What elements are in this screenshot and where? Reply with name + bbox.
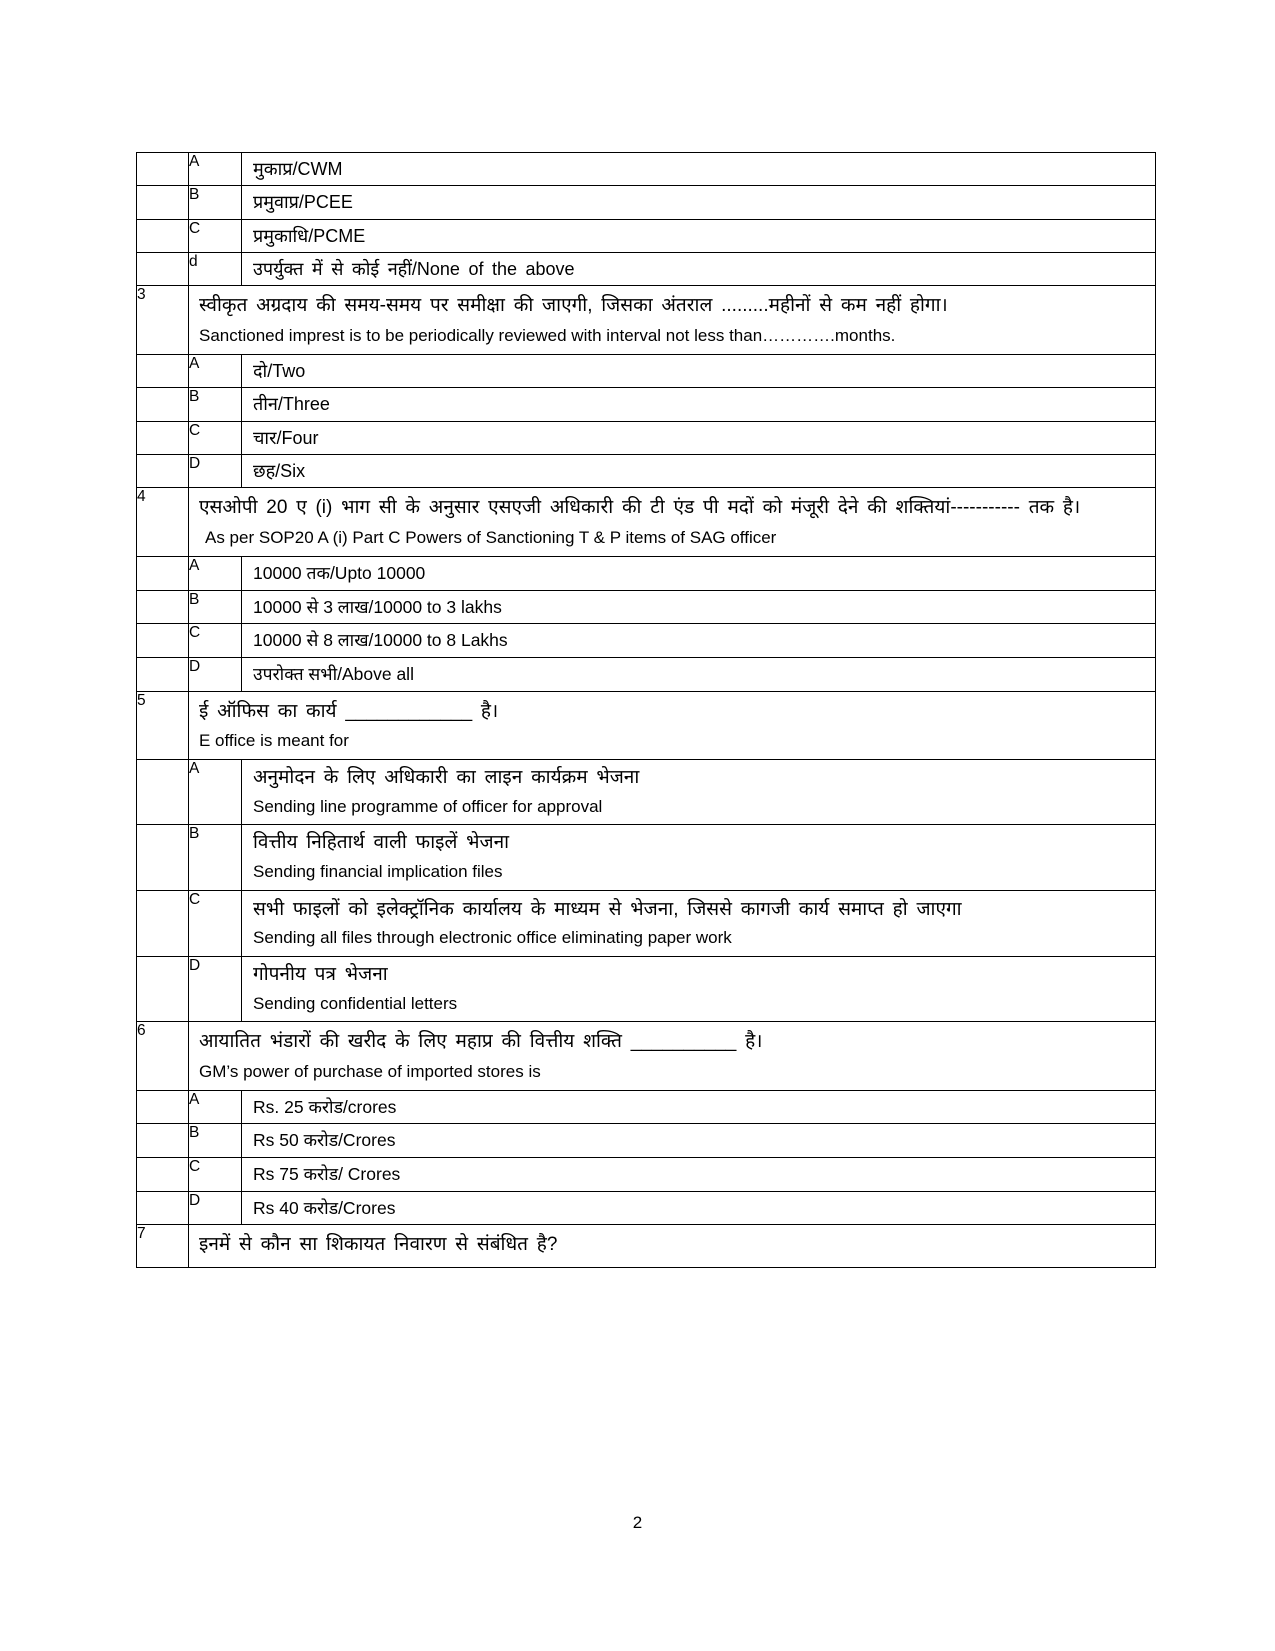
table-row-question <box>137 286 1156 355</box>
question-text-hindi: इनमें से कौन सा शिकायत निवारण से संबंधित है? <box>199 1234 558 1256</box>
option-letter-cell: A <box>189 1090 242 1124</box>
question-text-hindi: एसओपी 20 ए (i) भाग सी के अनुसार एसएजी अधिकारी की टी एंड पी मदों को मंजूरी देने की शक्तियां----------- तक है। <box>199 497 1081 519</box>
row-number-cell <box>137 624 189 658</box>
table-row <box>137 1124 1156 1158</box>
row-number-cell <box>137 1158 189 1192</box>
table-row <box>137 355 1156 388</box>
table-row-question <box>137 691 1156 760</box>
option-text: Rs. 25 करोड/crores <box>253 1096 397 1117</box>
row-number-cell <box>137 252 189 285</box>
question-text-hindi: आयातित भंडारों की खरीद के लिए महाप्र की वित्तीय शक्ति __________ है। <box>199 1031 763 1053</box>
option-letter-cell: B <box>189 388 242 421</box>
row-number-cell <box>137 153 189 186</box>
option-letter-cell: A <box>189 153 242 186</box>
row-number-cell <box>137 590 189 624</box>
option-text: उपरोक्त सभी/Above all <box>253 664 414 685</box>
option-text: Rs 40 करोड/Crores <box>253 1197 396 1218</box>
question-text-english: E office is meant for <box>199 731 349 751</box>
question-text-hindi: ई ऑफिस का कार्य ____________ है। <box>199 700 499 722</box>
row-number-cell <box>137 219 189 252</box>
option-letter-cell: B <box>189 590 242 624</box>
option-letter-cell: D <box>189 1191 242 1225</box>
table-row <box>137 590 1156 624</box>
option-text-hindi: गोपनीय पत्र भेजना <box>253 964 388 985</box>
option-text: तीन/Three <box>253 394 330 415</box>
table-row <box>137 825 1156 890</box>
row-number-cell <box>137 1090 189 1124</box>
option-letter-cell: d <box>189 252 242 285</box>
question-table-body <box>137 153 1156 1268</box>
row-number-cell <box>137 1191 189 1225</box>
row-number-cell <box>137 890 189 956</box>
option-text: Rs 50 करोड/Crores <box>253 1130 396 1151</box>
option-letter-cell: D <box>189 658 242 692</box>
option-text-english: Sending line programme of officer for approval <box>253 796 603 816</box>
option-text-english: Sending confidential letters <box>253 993 458 1013</box>
question-number: 7 <box>137 1225 189 1267</box>
option-text: दो/Two <box>253 361 306 382</box>
question-text-hindi: स्वीकृत अग्रदाय की समय-समय पर समीक्षा की जाएगी, जिसका अंतराल .........महीनों से कम नहीं होगा। <box>199 295 948 317</box>
option-text-hindi: अनुमोदन के लिए अधिकारी का लाइन कार्यक्रम भेजना <box>253 767 640 789</box>
row-number-cell <box>137 355 189 388</box>
table-row <box>137 186 1156 219</box>
question-number: 3 <box>137 286 189 355</box>
table-row <box>137 421 1156 454</box>
option-letter-cell: C <box>189 421 242 454</box>
table-row <box>137 153 1156 186</box>
option-letter-cell: C <box>189 890 242 956</box>
row-number-cell <box>137 760 189 825</box>
row-number-cell <box>137 388 189 421</box>
option-text-hindi: सभी फाइलों को इलेक्ट्रॉनिक कार्यालय के माध्यम से भेजना, जिससे कागजी कार्य समाप्त हो जाएगा <box>253 898 962 920</box>
table-row <box>137 1090 1156 1124</box>
row-number-cell <box>137 186 189 219</box>
option-text: 10000 से 8 लाख/10000 to 8 Lakhs <box>253 630 508 651</box>
option-text: चार/Four <box>253 427 319 448</box>
row-number-cell <box>137 1124 189 1158</box>
question-number: 5 <box>137 691 189 760</box>
option-text: Rs 75 करोड/ Crores <box>253 1164 401 1185</box>
option-letter-cell: D <box>189 957 242 1022</box>
option-letter-cell: B <box>189 1124 242 1158</box>
question-text-english: As per SOP20 A (i) Part C Powers of Sanctioning T & P items of SAG officer <box>205 528 777 548</box>
row-number-cell <box>137 957 189 1022</box>
question-text-english: GM’s power of purchase of imported stores is <box>199 1061 541 1081</box>
option-text: छह/Six <box>253 460 306 481</box>
option-text: 10000 तक/Upto 10000 <box>253 563 426 584</box>
table-row <box>137 252 1156 285</box>
option-letter-cell: D <box>189 454 242 487</box>
question-number: 6 <box>137 1022 189 1091</box>
table-row <box>137 454 1156 487</box>
option-letter-cell: C <box>189 219 242 252</box>
row-number-cell <box>137 421 189 454</box>
question-text-english: Sanctioned imprest is to be periodically reviewed with interval not less than………….months. <box>199 325 896 345</box>
option-text-hindi: वित्तीय निहितार्थ वाली फाइलें भेजना <box>253 832 510 854</box>
row-number-cell <box>137 454 189 487</box>
table-row <box>137 890 1156 956</box>
option-letter-cell: A <box>189 355 242 388</box>
option-letter-cell: A <box>189 557 242 591</box>
page-number: 2 <box>632 1513 643 1532</box>
row-number-cell <box>137 557 189 591</box>
table-row-question <box>137 488 1156 557</box>
option-text: मुकाप्र/CWM <box>253 159 343 179</box>
table-row <box>137 557 1156 591</box>
option-text-english: Sending all files through electronic office eliminating paper work <box>253 928 732 948</box>
option-letter-cell: A <box>189 760 242 825</box>
table-row-question <box>137 1225 1156 1267</box>
table-row <box>137 760 1156 825</box>
table-row <box>137 957 1156 1022</box>
option-letter-cell: C <box>189 624 242 658</box>
option-letter-cell: B <box>189 186 242 219</box>
option-text-english: Sending financial implication files <box>253 861 503 881</box>
option-text: प्रमुवाप्र/PCEE <box>253 192 353 213</box>
option-text: प्रमुकाधि/PCME <box>253 225 366 246</box>
table-row-question <box>137 1022 1156 1091</box>
option-letter-cell: B <box>189 825 242 890</box>
table-row <box>137 388 1156 421</box>
table-row <box>137 658 1156 692</box>
option-text: 10000 से 3 लाख/10000 to 3 lakhs <box>253 596 502 617</box>
question-number: 4 <box>137 488 189 557</box>
row-number-cell <box>137 658 189 692</box>
option-text: उपर्युक्त में से कोई नहीं/None of the above <box>253 258 575 279</box>
question-table <box>136 152 1156 1268</box>
table-row <box>137 1158 1156 1192</box>
row-number-cell <box>137 825 189 890</box>
table-row <box>137 624 1156 658</box>
table-row <box>137 219 1156 252</box>
option-letter-cell: C <box>189 1158 242 1192</box>
table-row <box>137 1191 1156 1225</box>
